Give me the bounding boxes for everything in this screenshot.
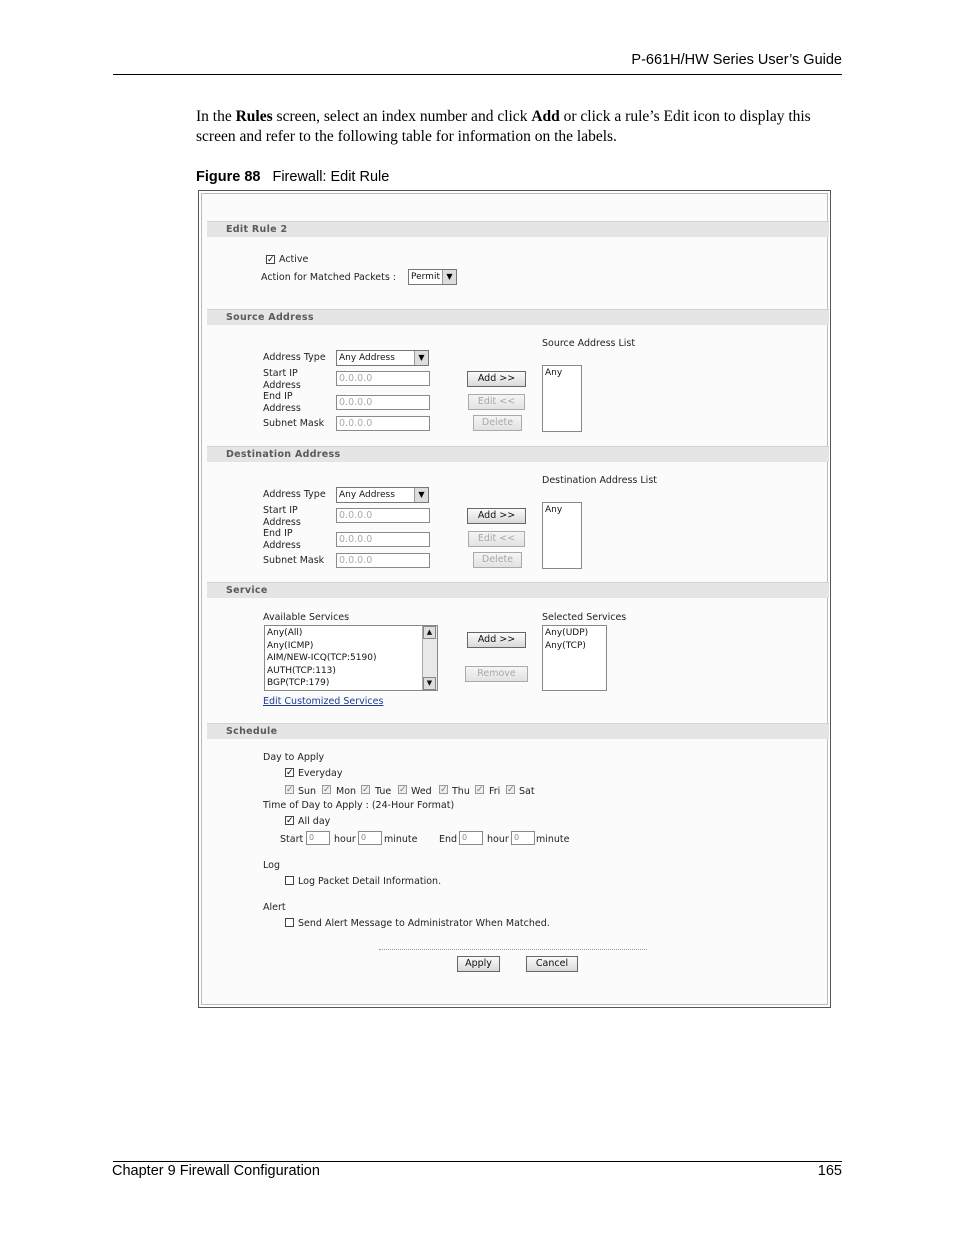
service-bar-title: Service	[226, 585, 268, 596]
dst-start-ip-input[interactable]: 0.0.0.0	[336, 508, 430, 523]
intro-text-2: screen, select an index number and click	[272, 108, 532, 125]
alert-label: Alert	[263, 902, 286, 913]
src-delete-button[interactable]: Delete	[473, 415, 522, 431]
src-list-title: Source Address List	[542, 338, 636, 349]
end-minute-label: minute	[536, 834, 570, 845]
figure-caption	[196, 169, 389, 185]
src-address-type-value: Any Address	[339, 353, 395, 363]
start-minute-label: minute	[384, 834, 418, 845]
src-end-ip-label-1: End IP	[263, 391, 293, 402]
edit-rule-form	[201, 193, 828, 1005]
list-item[interactable]: Any(All)	[267, 628, 303, 638]
src-add-button[interactable]: Add >>	[467, 371, 526, 387]
intro-rules: Rules	[235, 108, 273, 125]
src-address-type-label: Address Type	[263, 352, 326, 363]
scroll-down-icon[interactable]: ▼	[423, 677, 436, 690]
action-select-value: Permit	[411, 272, 440, 282]
list-item[interactable]: Any(ICMP)	[267, 640, 314, 651]
tue-checkbox[interactable]: ✓	[362, 784, 370, 794]
src-edit-button[interactable]: Edit <<	[468, 394, 525, 410]
dst-start-ip-label	[263, 505, 301, 528]
intro-add: Add	[531, 108, 560, 125]
sat-checkbox[interactable]: ✓	[507, 784, 515, 794]
alert-option-label: Send Alert Message to Administrator When Matched.	[298, 918, 550, 929]
chevron-down-icon: ▼	[442, 270, 456, 284]
src-start-ip-label-2: Address	[263, 379, 301, 391]
all-day-checkbox[interactable]: ✓	[286, 815, 294, 825]
list-item[interactable]: Any(TCP)	[545, 640, 586, 651]
sun-label: Sun	[298, 786, 317, 797]
src-subnet-input[interactable]: 0.0.0.0	[336, 416, 430, 431]
src-address-type-select[interactable]	[336, 350, 429, 366]
header-rule	[113, 74, 842, 75]
service-bar	[207, 582, 829, 598]
wed-label: Wed	[411, 786, 432, 797]
action-label: Action for Matched Packets :	[261, 272, 396, 283]
selected-services-label: Selected Services	[542, 612, 627, 623]
cancel-button[interactable]: Cancel	[526, 956, 578, 972]
src-end-ip-label-2: Address	[263, 402, 301, 414]
thu-label: Thu	[452, 786, 470, 797]
scrollbar[interactable]	[422, 626, 437, 690]
log-checkbox[interactable]	[285, 876, 294, 885]
end-hour-input[interactable]: 0	[459, 831, 483, 845]
destination-address-bar	[207, 446, 829, 462]
schedule-bar	[207, 723, 829, 739]
start-label: Start	[280, 834, 304, 845]
list-item[interactable]: Any(UDP)	[545, 628, 589, 638]
source-bar-title: Source Address	[226, 312, 314, 323]
dst-start-ip-label-2: Address	[263, 516, 301, 528]
dst-start-ip-label-1: Start IP	[263, 505, 298, 516]
destination-bar-title: Destination Address	[226, 449, 341, 460]
figure-number: Figure 88	[196, 169, 261, 185]
selected-services-list[interactable]	[542, 625, 607, 691]
all-day-label: All day	[298, 816, 331, 827]
chevron-down-icon: ▼	[414, 351, 428, 365]
dst-address-type-select[interactable]	[336, 487, 429, 503]
log-option-label: Log Packet Detail Information.	[298, 876, 442, 887]
action-select[interactable]	[408, 269, 457, 285]
service-add-button[interactable]: Add >>	[467, 632, 526, 648]
page-header-title: P-661H/HW Series User’s Guide	[631, 52, 842, 68]
end-hour-label: hour	[487, 834, 509, 845]
fri-label: Fri	[489, 786, 501, 797]
intro-text-1: In the	[196, 108, 236, 125]
thu-checkbox[interactable]: ✓	[440, 784, 448, 794]
available-services-label: Available Services	[263, 612, 350, 623]
intro-paragraph	[196, 107, 846, 147]
apply-button[interactable]: Apply	[457, 956, 500, 972]
edit-rule-bar	[207, 221, 829, 237]
src-end-ip-label	[263, 391, 301, 414]
active-label: Active	[279, 254, 309, 265]
tue-label: Tue	[375, 786, 392, 797]
dst-address-type-label: Address Type	[263, 489, 326, 500]
service-remove-button[interactable]: Remove	[465, 666, 528, 682]
dst-address-type-value: Any Address	[339, 490, 395, 500]
list-item[interactable]: Any	[545, 505, 563, 515]
src-start-ip-input[interactable]: 0.0.0.0	[336, 371, 430, 386]
scroll-up-icon[interactable]: ▲	[423, 626, 436, 639]
intro-text-3: or click a rule’s Edit icon to display this screen and refer to the following table for information on the labels.	[196, 108, 811, 145]
figure-title: Firewall: Edit Rule	[272, 169, 390, 185]
mon-label: Mon	[336, 786, 357, 797]
src-start-ip-label-1: Start IP	[263, 368, 298, 379]
start-hour-input[interactable]: 0	[306, 831, 330, 845]
dst-edit-button[interactable]: Edit <<	[468, 531, 525, 547]
src-address-list[interactable]	[542, 365, 582, 432]
footer-page-number: 165	[817, 1163, 842, 1179]
divider	[379, 949, 647, 950]
list-item[interactable]: AIM/NEW-ICQ(TCP:5190)	[267, 653, 377, 663]
wed-checkbox[interactable]: ✓	[399, 784, 407, 794]
end-minute-input[interactable]: 0	[511, 831, 535, 845]
list-item[interactable]: AUTH(TCP:113)	[267, 665, 336, 676]
dst-list-title: Destination Address List	[542, 475, 657, 486]
list-item[interactable]: Any	[545, 368, 563, 378]
alert-checkbox[interactable]	[285, 918, 294, 927]
dst-delete-button[interactable]: Delete	[473, 552, 522, 568]
src-end-ip-input[interactable]: 0.0.0.0	[336, 395, 430, 410]
src-subnet-label: Subnet Mask	[263, 418, 325, 429]
dst-end-ip-label-1: End IP	[263, 528, 293, 539]
sun-checkbox[interactable]: ✓	[286, 784, 294, 794]
dst-subnet-input[interactable]: 0.0.0.0	[336, 553, 430, 568]
available-services-list[interactable]	[264, 625, 438, 691]
dst-add-button[interactable]: Add >>	[467, 508, 526, 524]
schedule-bar-title: Schedule	[226, 726, 278, 737]
dst-subnet-label: Subnet Mask	[263, 555, 325, 566]
mon-checkbox[interactable]: ✓	[323, 784, 331, 794]
time-of-day-label: Time of Day to Apply : (24-Hour Format)	[263, 800, 455, 811]
src-start-ip-label	[263, 368, 301, 391]
end-label: End	[439, 834, 458, 845]
log-label: Log	[263, 860, 280, 871]
list-item[interactable]: BGP(TCP:179)	[267, 678, 330, 688]
footer-rule	[113, 1161, 842, 1162]
everyday-checkbox[interactable]: ✓	[286, 767, 294, 777]
edit-rule-bar-title: Edit Rule 2	[226, 224, 288, 235]
edit-customized-services-link[interactable]: Edit Customized Services	[263, 696, 384, 707]
footer-chapter: Chapter 9 Firewall Configuration	[112, 1163, 320, 1179]
everyday-label: Everyday	[298, 768, 343, 779]
edit-rule-screenshot	[198, 190, 831, 1008]
sat-label: Sat	[519, 786, 535, 797]
fri-checkbox[interactable]: ✓	[476, 784, 484, 794]
active-checkbox[interactable]: ✓	[267, 254, 275, 264]
dst-address-list[interactable]	[542, 502, 582, 569]
day-to-apply-label: Day to Apply	[263, 752, 325, 763]
dst-end-ip-input[interactable]: 0.0.0.0	[336, 532, 430, 547]
chevron-down-icon: ▼	[414, 488, 428, 502]
source-address-bar	[207, 309, 829, 325]
start-hour-label: hour	[334, 834, 356, 845]
dst-end-ip-label-2: Address	[263, 539, 301, 551]
dst-end-ip-label	[263, 528, 301, 551]
start-minute-input[interactable]: 0	[358, 831, 382, 845]
